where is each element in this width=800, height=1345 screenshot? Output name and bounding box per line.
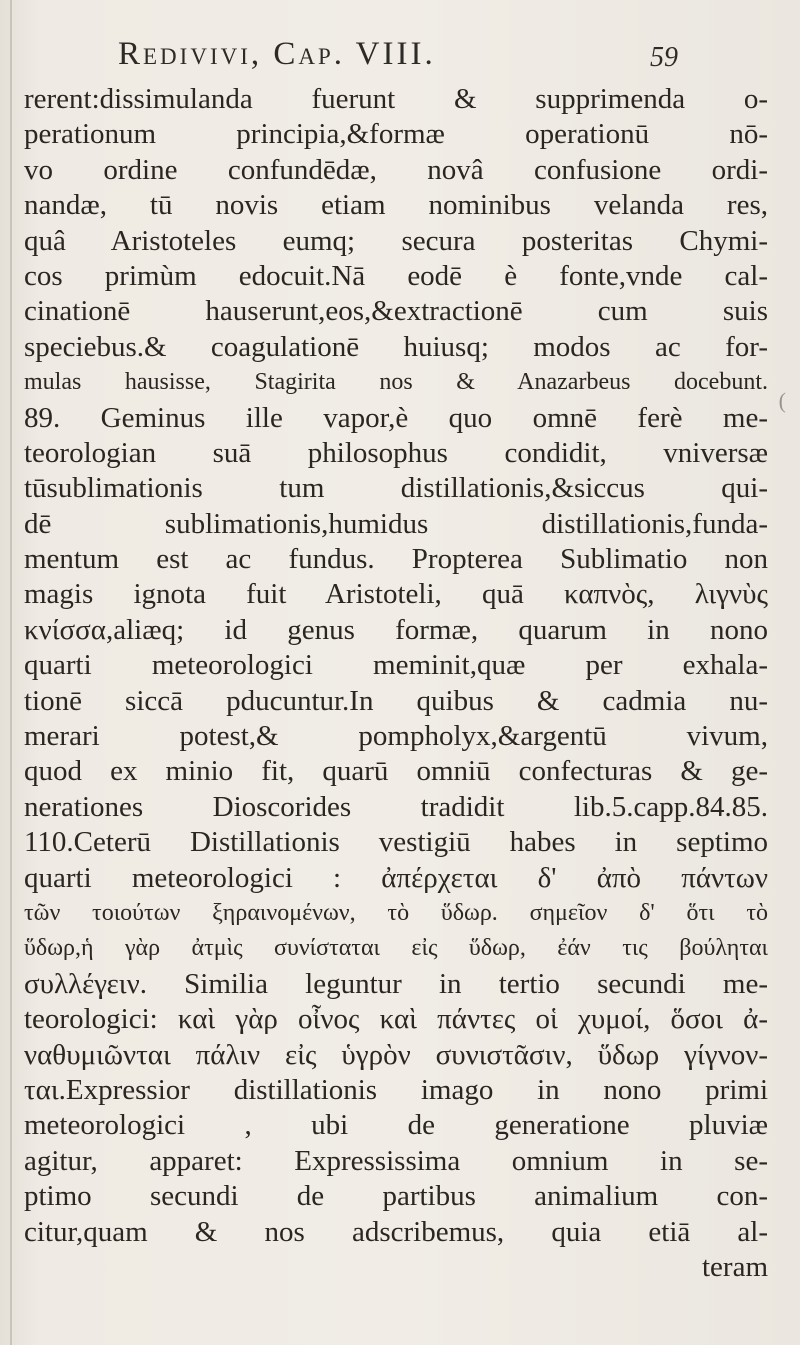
- text-line: ναθυμιῶνται πάλιν εἰς ὑγρὸν συνιστᾶσιν, ὕδωρ γίγνον-: [24, 1038, 768, 1071]
- text-line: ὕδωρ,ἡ γὰρ ἀτμὶς συνίσταται εἰς ὕδωρ, ἐάν τις βούληται: [24, 935, 768, 962]
- text-line: quod ex minio fit, quarū omniū confecturas & ge-: [24, 755, 768, 788]
- text-line: speciebus.& coagulationē huiusq; modos ac for-: [24, 330, 768, 363]
- text-line: rerent:dissimulanda fuerunt & supprimenda o-: [24, 83, 768, 115]
- margin-mark: (: [778, 388, 786, 413]
- page-gutter: [10, 0, 12, 1345]
- text-line: 89. Geminus ille vapor,è quo omnē ferè me-: [24, 401, 768, 434]
- text-line: perationum principia,&formæ operationū nō-: [24, 118, 768, 151]
- running-title: Redivivi, Cap. VIII.: [118, 36, 436, 72]
- page-number: 59: [650, 42, 678, 73]
- text-line: tūsublimationis tum distillationis,&siccus qui-: [24, 472, 768, 505]
- text-line: quarti meteorologici meminit,quæ per exhala-: [24, 649, 768, 682]
- text-line: κνίσσα,aliæq; id genus formæ, quarum in nono: [24, 613, 768, 646]
- text-line: merari potest,& pompholyx,&argentū vivum,: [24, 720, 768, 753]
- text-line: agitur, apparet: Expressissima omnium in se-: [24, 1144, 768, 1177]
- text-line: vo ordine confundēdæ, novâ confusione ordi-: [24, 153, 768, 186]
- text-line: dē sublimationis,humidus distillationis,funda-: [24, 507, 768, 540]
- text-line: cinationē hauserunt,eos,&extractionē cum suis: [24, 295, 768, 328]
- text-line: συλλέγειν. Similia leguntur in tertio secundi me-: [24, 967, 768, 1000]
- catchword: teram: [701, 1250, 768, 1283]
- text-line: quarti meteorologici : ἀπέρχεται δ' ἀπὸ πάντων: [24, 861, 768, 894]
- text-line: ται.Expressior distillationis imago in nono primi: [24, 1073, 768, 1106]
- text-line: mentum est ac fundus. Propterea Sublimatio non: [24, 543, 768, 576]
- body-text: [24, 82, 768, 1285]
- text-line: nandæ, tū novis etiam nominibus velanda res,: [24, 189, 768, 222]
- text-line: nerationes Dioscorides tradidit lib.5.capp.84.85.: [24, 790, 768, 823]
- text-line: cos primùm edocuit.Nā eodē è fonte,vnde cal-: [24, 259, 768, 292]
- page-header: [118, 30, 678, 80]
- text-line: teorologian suā philosophus condidit, vniversæ: [24, 436, 768, 469]
- text-line: magis ignota fuit Aristoteli, quā καπνὸς, λιγνὺς: [24, 578, 768, 611]
- text-line: ptimo secundi de partibus animalium con-: [24, 1180, 768, 1213]
- text-line: teorologici: καὶ γὰρ οἶνος καὶ πάντες οἱ χυμοί, ὅσοι ἀ-: [24, 1003, 768, 1036]
- text-line: 110.Ceterū Distillationis vestigiū habes in septimo: [24, 826, 768, 859]
- text-line: τῶν τοιούτων ξηραινομένων, τὸ ὕδωρ. σημεῖον δ' ὅτι τὸ: [24, 899, 768, 926]
- text-line: quâ Aristoteles eumq; secura posteritas Chymi-: [24, 224, 768, 257]
- text-line: citur,quam & nos adscribemus, quia etiā al-: [24, 1215, 768, 1248]
- text-line: meteorologici , ubi de generatione pluviæ: [24, 1109, 768, 1142]
- text-line: mulas hausisse, Stagirita nos & Anazarbeus docebunt.: [24, 369, 768, 396]
- text-line: tionē siccā pducuntur.In quibus & cadmia nu-: [24, 684, 768, 717]
